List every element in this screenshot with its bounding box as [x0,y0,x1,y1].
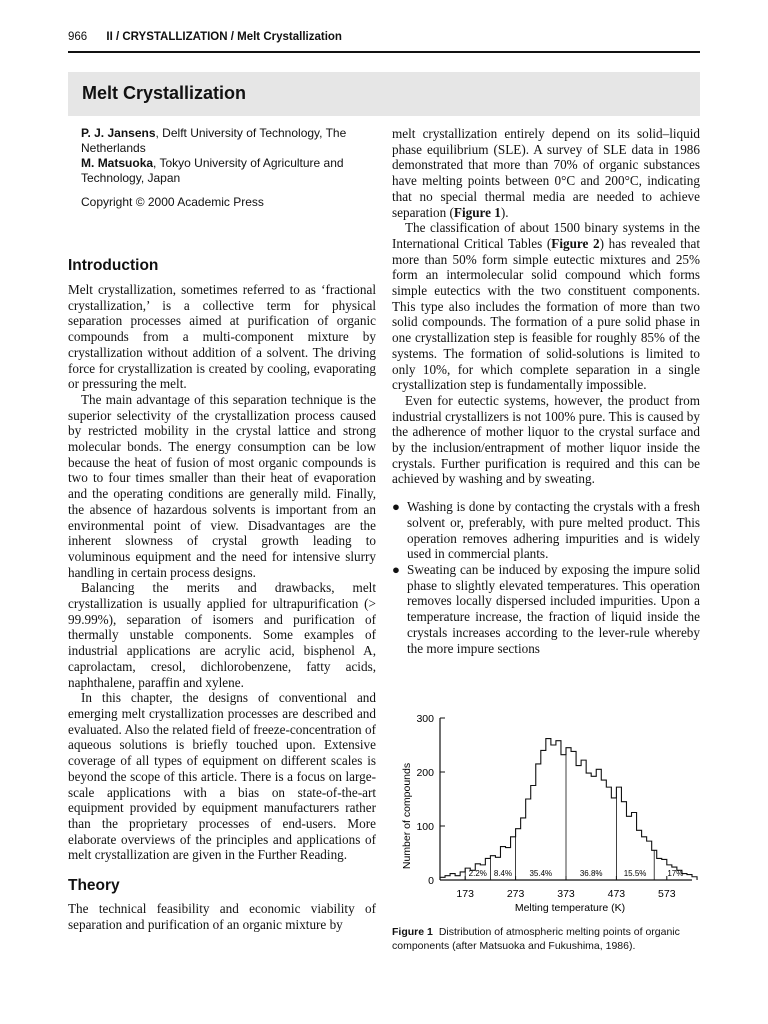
list-item [392,562,700,656]
author-2-affiliation: , Tokyo University of Agriculture and Technology, Japan [81,156,344,185]
x-tick-label: 273 [506,888,525,900]
x-tick-label: 173 [456,888,474,900]
right-paragraph-1 [392,126,700,220]
x-tick-label: 573 [658,888,676,900]
running-head [68,31,700,43]
intro-paragraph-1: Melt crystallization, sometimes referred to as ‘fractional crystallization,’ is a collective term for physical separation processes aimed at purification of organic compounds from a multi-component mixture by crystallization without addition of a solvent. The driving force for crystallization is created by cooling, evaporating or pressuring the melt. [68,282,376,392]
region-label: 36.8% [579,869,603,878]
author-1-affiliation: , Delft University of Technology, The Netherlands [81,126,347,155]
figure-caption [392,926,700,953]
intro-paragraph-4: In this chapter, the designs of conventional and emerging melt crystallization processes are described and evaluated. Also the related field of freeze-concentration of aqueous solutions is briefly touched upon. Extensive coverage of all types of equipment on different scales is beyond the scope of this article. There is a focus on large-scale applications with a bias on state-of-the-art equipment provided by equipment manufacturers rather than the proprietary processes of end-users. More elaborate overviews of the principles and applications of melt crystallization are given in the Further Reading. [68,690,376,863]
y-axis-label: Number of compounds [401,762,413,870]
melting-point-chart [392,708,700,920]
bullet-icon: ● [392,499,400,515]
author-2-surname: Matsuoka [97,156,154,170]
author-block [68,126,376,210]
purification-list [392,499,700,656]
p2-text-a: The classification of about 1500 binary systems in the International Critical Tables ( [392,220,700,251]
figure-1 [392,708,700,920]
right-paragraph-2 [392,220,700,393]
author-1-surname: Jansens [107,126,156,140]
copyright: Copyright © 2000 Academic Press [81,195,264,209]
region-label: 8.4% [493,869,513,878]
author-1-initials: P. J. [81,126,105,140]
figure-1-ref[interactable]: Figure 1 [453,204,501,220]
p1-text-a: melt crystallization entirely depend on its solid–liquid phase equilibrium (SLE). A survey of SLE data in 1986 demonstrated that more than 70% of organic substances have melting points between 0°C and 200°C, indicating that no special thermal media are needed to achieve separation ( [392,126,700,220]
introduction-body [68,282,376,863]
theory-paragraph: The technical feasibility and economic viability of separation and purification of an organic mixture by [68,901,376,932]
author-1 [81,126,376,156]
left-column [68,126,376,932]
region-label: 35.4% [529,869,553,878]
theory-heading: Theory [68,877,120,895]
title-band [68,72,700,116]
bullet-text-sweating: Sweating can be induced by exposing the impure solid phase to slightly elevated temperatures. This operation removes locally dispersed included impurities. Upon a temperature increase, the fraction of liquid inside the crystals increases according to the lever-rule whereby the more impure sections [407,561,700,656]
x-tick-label: 373 [557,888,575,900]
introduction-heading: Introduction [68,257,159,274]
y-tick-label: 200 [416,767,434,779]
histogram-series [440,739,697,880]
y-tick-label: 100 [416,821,434,833]
author-2 [81,156,376,186]
region-label: 15.5% [623,869,647,878]
figure-label: Figure 1 [392,926,433,938]
right-column [392,126,700,656]
figure-2-ref[interactable]: Figure 2 [551,235,600,251]
y-tick-label: 300 [416,713,434,725]
page-number: 966 [68,31,88,43]
section-path: II / CRYSTALLIZATION / Melt Crystallization [106,31,342,43]
figure-caption-text: Distribution of atmospheric melting points of organic components (after Matsuoka and Fukushima, 1986). [392,926,680,952]
article-title: Melt Crystallization [82,83,247,103]
chart-layer [416,713,697,900]
author-2-initials: M. [81,156,95,170]
intro-paragraph-3: Balancing the merits and drawbacks, melt crystallization is usually applied for ultrapurification (> 99.99%), separation of isomers and purification of thermally unstable components. Some examples of industrial applications are acrylic acid, bisphenol A, caprolactam, cresol, dichlorobenzene, fatty acids, naphthalene, paraffin and xylene. [68,580,376,690]
region-label: 17% [667,869,684,878]
x-tick-label: 473 [607,888,626,900]
list-item [392,499,700,562]
header-rule [68,51,700,53]
p1-text-b: ). [500,204,509,220]
bullet-icon: ● [392,561,400,577]
right-paragraph-3: Even for eutectic systems, however, the product from industrial crystallizers is not 100% pure. This is caused by the adherence of mother liquor to the crystal surface and by the inclusion/entrapment of mother liquor inside the crystals. Further purification is required and this can be achieved by washing and by sweating. [392,392,700,487]
y-tick-label: 0 [428,875,434,887]
x-axis-label: Melting temperature (K) [514,902,626,914]
intro-paragraph-2: The main advantage of this separation technique is the superior selectivity of the crystallization process caused by restricted mobility in the crystal lattice and strong molecular bonds. The energy consumption can be low because the heat of fusion of most organic compounds is two to four times smaller than their heat of evaporation and the operating conditions are generally mild. Finally, the absence of hazardous solvents is important from an environmental point of view. Disadvantages are the inherent slowness of crystal growth leading to voluminous equipment and the need for intensive slurry handling in certain process designs. [68,391,376,580]
bullet-text-washing: Washing is done by contacting the crystals with a fresh solvent or, preferably, with pure melted product. This operation removes adhering impurities and is widely used in commercial plants. [407,499,700,562]
region-label: 2.2% [468,869,487,878]
p2-text-b: ) has revealed that more than 50% form simple eutectic mixtures and 25% form an intermolecular solid compound which forms simple eutectics with the two constituent components. This type also includes the formation of more than two solid compounds. The formation of a pure solid phase in one crystallization step is feasible for roughly 85% of the systems. The formation of solid-solutions is limited to only 10%, for which complete separation in a single crystallization step is fundamentally impossible. [392,235,700,393]
